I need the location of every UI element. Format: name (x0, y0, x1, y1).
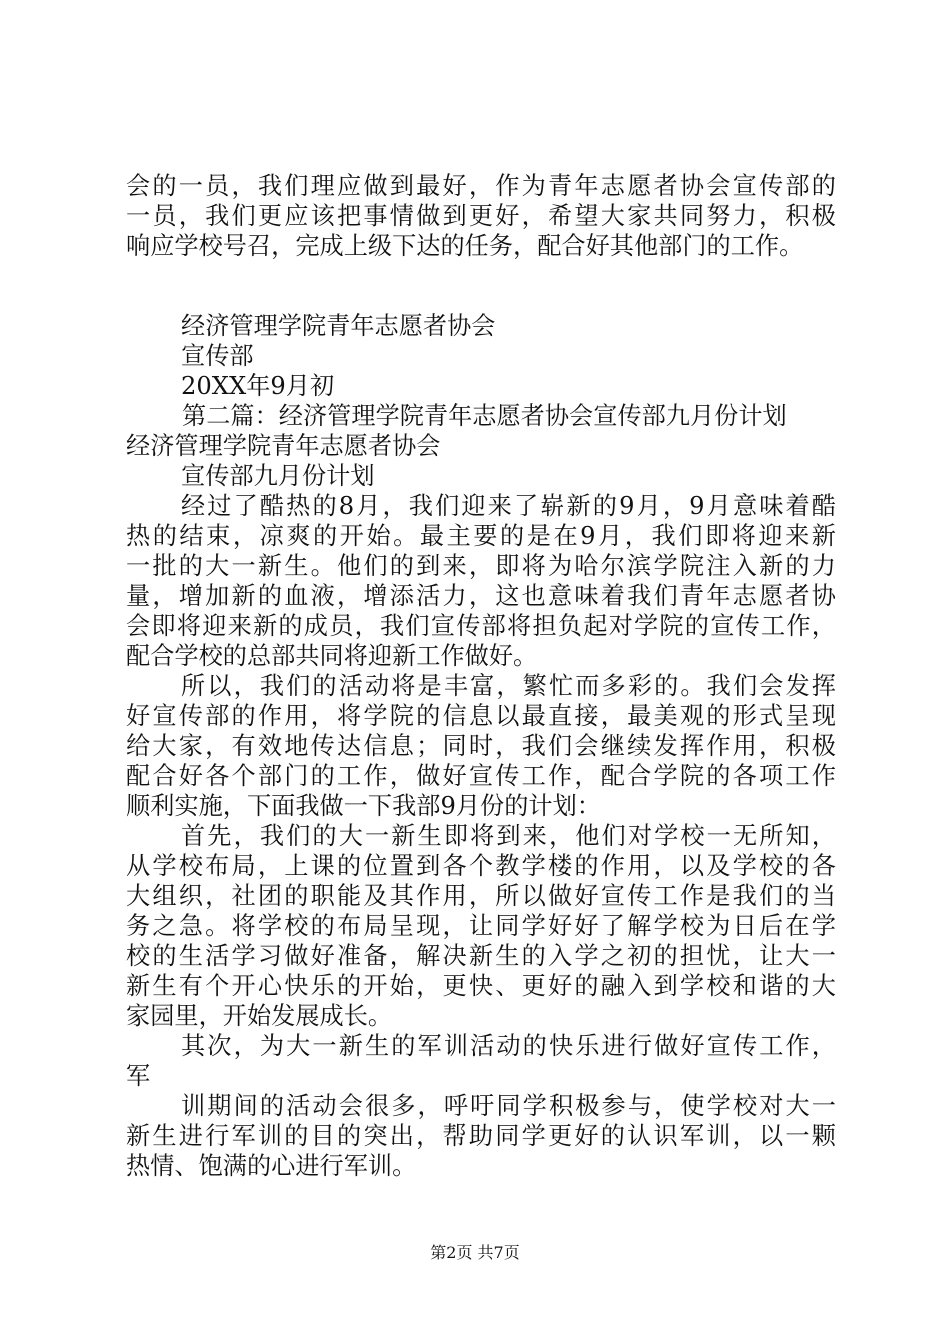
section-heading: 第二篇：经济管理学院青年志愿者协会宣传部九月份计划 (182, 402, 787, 430)
text-line: 从学校布局，上课的位置到各个教学楼的作用，以及学校的各 (126, 852, 836, 880)
text-line: 首先，我们的大一新生即将到来，他们对学校一无所知， (181, 822, 836, 850)
document-title: 经济管理学院青年志愿者协会 (126, 432, 441, 460)
text-line: 配合学校的总部共同将迎新工作做好。 (126, 642, 538, 670)
text-line: 所以，我们的活动将是丰富，繁忙而多彩的。我们会发挥 (181, 672, 836, 700)
text-line: 家园里，开始发展成长。 (126, 1002, 393, 1030)
text-line: 量，增加新的血液，增添活力，这也意味着我们青年志愿者协 (126, 582, 836, 610)
page-number-footer: 第2页 共7页 (430, 1243, 520, 1262)
text-line: 会即将迎来新的成员，我们宣传部将担负起对学院的宣传工作， (126, 612, 836, 640)
text-line: 热的结束，凉爽的开始。最主要的是在9月，我们即将迎来新 (126, 522, 836, 550)
text-line: 给大家，有效地传达信息；同时，我们会继续发挥作用，积极 (126, 732, 836, 760)
text-line: 大组织，社团的职能及其作用，所以做好宣传工作是我们的当 (126, 882, 836, 910)
text-line: 一员，我们更应该把事情做到更好，希望大家共同努力，积极 (126, 202, 836, 230)
text-line: 训期间的活动会很多，呼吁同学积极参与，使学校对大一 (181, 1092, 836, 1120)
text-line: 一批的大一新生。他们的到来，即将为哈尔滨学院注入新的力 (126, 552, 836, 580)
signature-organization: 经济管理学院青年志愿者协会 (181, 312, 496, 340)
text-line: 响应学校号召，完成上级下达的任务，配合好其他部门的工作。 (126, 232, 804, 260)
text-line: 会的一员，我们理应做到最好，作为青年志愿者协会宣传部的 (126, 172, 836, 200)
text-line: 经过了酷热的8月，我们迎来了崭新的9月，9月意味着酷 (181, 492, 836, 520)
signature-department: 宣传部 (181, 342, 254, 370)
document-subtitle: 宣传部九月份计划 (181, 462, 375, 490)
document-body (126, 171, 836, 1181)
text-line: 好宣传部的作用，将学院的信息以最直接，最美观的形式呈现 (126, 702, 836, 730)
signature-date: 20XX年9月初 (181, 372, 335, 400)
paragraph-gap (126, 261, 836, 311)
text-line: 新生有个开心快乐的开始，更快、更好的融入到学校和谐的大 (126, 972, 836, 1000)
text-line: 顺利实施，下面我做一下我部9月份的计划： (126, 792, 601, 820)
text-line: 新生进行军训的目的突出，帮助同学更好的认识军训，以一颗 (126, 1122, 836, 1150)
text-line: 配合好各个部门的工作，做好宣传工作，配合学院的各项工作 (126, 762, 836, 790)
text-line: 军 (126, 1062, 151, 1090)
text-line: 校的生活学习做好准备，解决新生的入学之初的担忧，让大一 (126, 942, 836, 970)
text-line: 务之急。将学校的布局呈现，让同学好好了解学校为日后在学 (126, 912, 836, 940)
text-line: 热情、饱满的心进行军训。 (126, 1152, 417, 1180)
text-line: 其次，为大一新生的军训活动的快乐进行做好宣传工作， (181, 1032, 836, 1060)
